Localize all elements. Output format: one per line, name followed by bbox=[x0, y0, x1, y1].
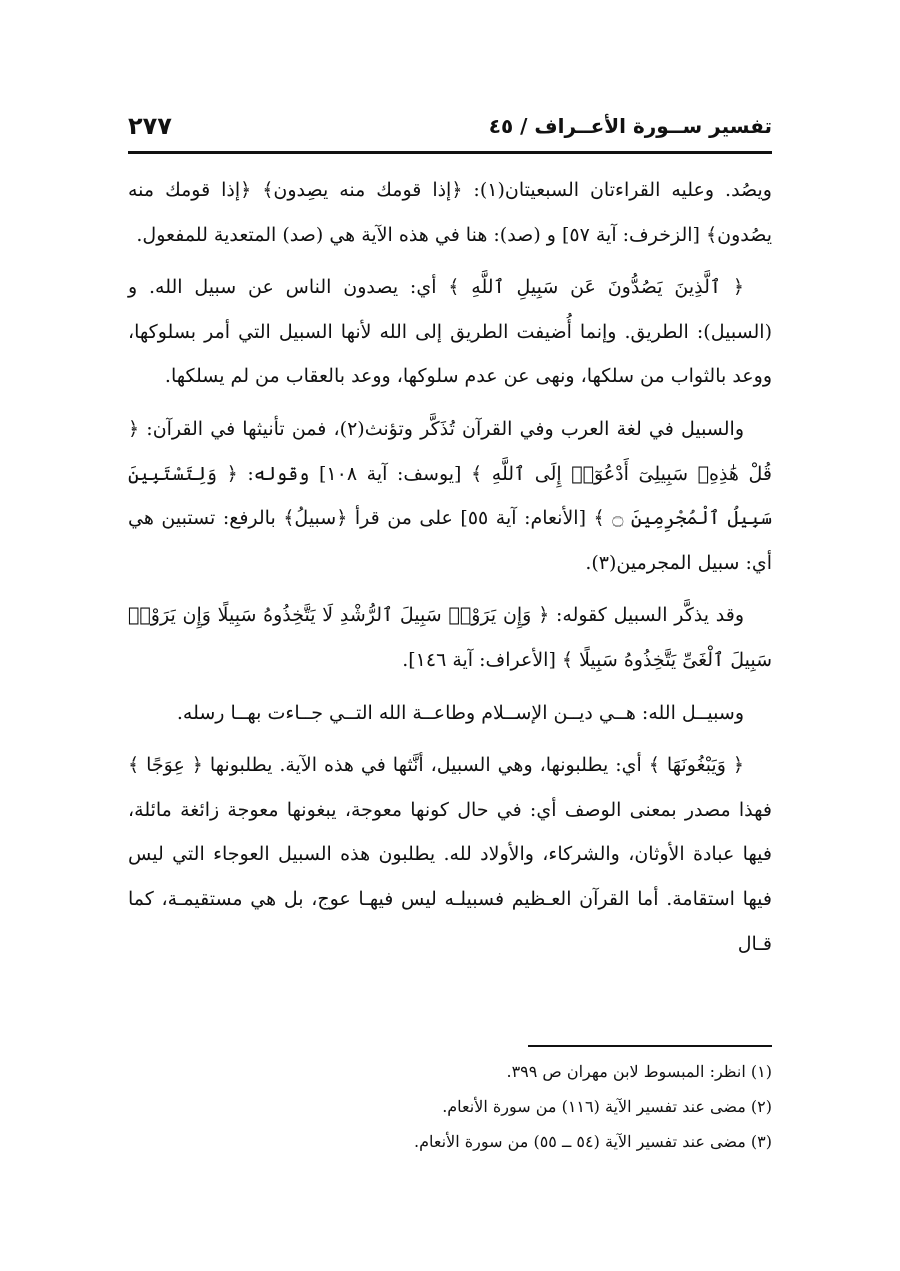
footnotes bbox=[128, 1054, 772, 1159]
paragraph: ويصُد. وعليه القراءتان السبعيتان(١): ﴿إذا قومك منه يصِدون﴾ ﴿إذا قومك منه يصُدون﴾ [الزخرف: آية ٥٧] و (صد): هنا في هذه الآية هي (صد) المتعدية للمفعول. bbox=[128, 179, 772, 246]
header-rule bbox=[128, 151, 772, 154]
footnote: (٢) مضى عند تفسير الآية (١١٦) من سورة الأنعام. bbox=[442, 1097, 772, 1116]
page-number: ٢٧٧ bbox=[128, 112, 172, 140]
book-page bbox=[128, 104, 772, 1184]
footnote-rule bbox=[528, 1045, 772, 1047]
paragraph: وقد يذكَّر السبيل كقوله: ﴿ وَإِن يَرَوْا۟ سَبِيلَ ٱلرُّشْدِ لَا يَتَّخِذُوهُ سَبِيلًا وَإِن يَرَوْا۟ سَبِيلَ ٱلْغَىِّ يَتَّخِذُوهُ سَبِيلًا ﴾ [الأعراف: آية ١٤٦]. bbox=[128, 604, 772, 671]
paragraph: وسبيــل الله: هــي ديــن الإســلام وطاعــة الله التــي جــاءت بهــا رسله. bbox=[176, 701, 744, 724]
paragraph: والسبيل في لغة العرب وفي القرآن تُذَكَّر وتؤنث(٢)، فمن تأنيثها في القرآن: ﴿ قُلْ هَٰذِهِۦ سَبِيلِىٓ أَدْعُوٓا۟ إِلَى ٱللَّهِ ﴾ [يوسف: آية ١٠٨] وقوله: ﴿ وَلِتَسْتَبِينَ سَبِيلُ ٱلْمُجْرِمِينَ ۝ ﴾ [الأنعام: آية ٥٥] على من قرأ ﴿سبيلُ﴾ بالرفع: تستبين هي أي: سبيل المجرمين(٣). bbox=[128, 417, 772, 574]
paragraph: ﴿ وَيَبْغُونَهَا ﴾ أي: يطلبونها، وهي السبيل، أنَّثها في هذه الآية. يطلبونها ﴿ عِوَجًا ﴾ فهذا مصدر بمعنى الوصف أي: في حال كونها معوجة، يبغونها معوجة زائغة مائلة، فيها عبادة الأوثان، والشركاء، والأولاد لله. يطلبون هذه السبيل العوجاء التي ليس فيها استقامة. أما القرآن العـظيم فسبيلـه ليس فيهـا عوج، بل هي مستقيمـة، كما قـال bbox=[128, 754, 772, 955]
paragraph: ﴿ ٱلَّذِينَ يَصُدُّونَ عَن سَبِيلِ ٱللَّهِ ﴾ أي: يصدون الناس عن سبيل الله. و (السبيل): الطريق. وإنما أُضيفت الطريق إلى الله لأنها السبيل التي أمر بسلوكها، ووعد بالثواب من سلكها، ونهى عن عدم سلوكها، ووعد بالعقاب من لم يسلكها. bbox=[128, 276, 772, 388]
body-text bbox=[128, 168, 772, 974]
footnote: (٣) مضى عند تفسير الآية (٥٤ ــ ٥٥) من سورة الأنعام. bbox=[414, 1132, 772, 1151]
running-title: تفسير ســورة الأعــراف / ٤٥ bbox=[488, 114, 772, 138]
page-header bbox=[128, 104, 772, 148]
footnote: (١) انظر: المبسوط لابن مهران ص ٣٩٩. bbox=[506, 1062, 772, 1081]
